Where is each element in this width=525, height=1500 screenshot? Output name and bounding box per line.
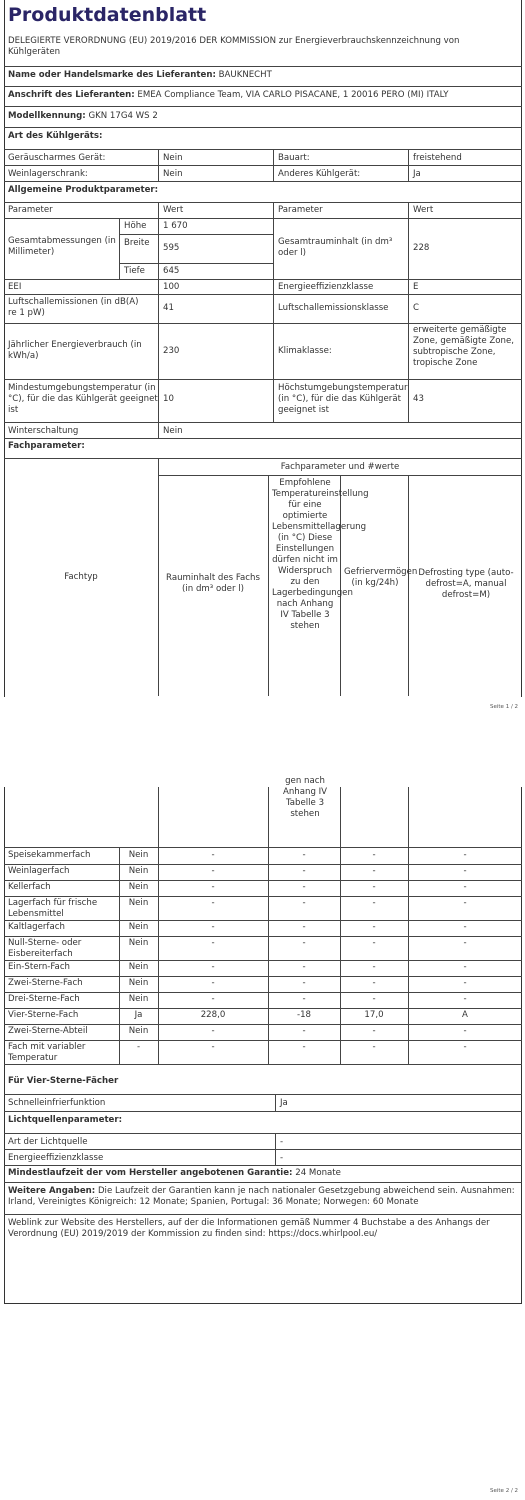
min-temp-label: Mindestumgebungstemperatur (in °C), für die das Kühlgerät geeignet ist [8, 383, 158, 415]
compartment-defrost: - [463, 962, 467, 972]
warranty-value: 24 Monate [295, 1168, 341, 1178]
supplier-address-value: EMEA Compliance Team, VIA CARLO PISACANE, 1 20016 PERO (MI) ITALY [137, 90, 449, 100]
weblink-label: Weblink zur Website des Herstellers, auf der die Informationen gemäß Nummer 4 Buchstabe a des Anhangs der Verordnung (EU) 2019/2019 der Kommission zu finden sind: [8, 1218, 490, 1239]
climate-class-label: Klimaklasse: [278, 346, 332, 356]
model-value: GKN 17G4 WS 2 [88, 111, 158, 121]
compartment-freezing-capacity: - [372, 1042, 376, 1052]
quick-freeze-label: Schnelleinfrierfunktion [8, 1098, 106, 1108]
dimensions-label: Gesamtabmessungen (in Millimeter) [8, 236, 116, 257]
supplier-name-row [8, 70, 272, 81]
compartment-name: Zwei-Sterne-Fach [8, 978, 83, 988]
compartment-name: Drei-Sterne-Fach [8, 994, 80, 1004]
compartment-temp: - [302, 866, 306, 876]
weblink-row [8, 1218, 518, 1240]
compartment-temp: - [302, 978, 306, 988]
col-compartment-type: Fachtyp [64, 572, 98, 582]
compartment-present: Nein [128, 882, 149, 892]
regulation-text: DELEGIERTE VERORDNUNG (EU) 2019/2016 DER KOMMISSION zur Energieverbrauchskennzeichnung von Kühlgeräten [8, 36, 460, 57]
compartment-temp: - [302, 922, 306, 932]
noise-value: 41 [163, 303, 174, 313]
page-2 [0, 752, 525, 1500]
compartment-volume: - [211, 1026, 215, 1036]
total-volume-label: Gesamtrauminhalt (in dm³ oder l) [278, 237, 393, 258]
height-value: 1 670 [163, 221, 188, 231]
compartment-name: Kaltlagerfach [8, 922, 65, 932]
compartment-freezing-capacity: - [372, 978, 376, 988]
compartment-params-heading: Fachparameter: [8, 441, 85, 451]
warranty-label: Mindestlaufzeit der vom Hersteller angebotenen Garantie: [8, 1168, 293, 1178]
compartment-present: Nein [128, 850, 149, 860]
quick-freeze-value: Ja [280, 1098, 288, 1108]
col-defrost-type: Defrosting type (auto-defrost=A, manual defrost=M) [418, 568, 514, 600]
general-col-param-2: Parameter [278, 205, 323, 215]
max-temp-label: Höchstumgebungstemperatur (in °C), für die das Kühlgerät geeignet ist [278, 383, 408, 415]
compartment-defrost: - [463, 850, 467, 860]
general-params-heading: Allgemeine Produktparameter: [8, 185, 159, 195]
compartment-defrost: - [463, 994, 467, 1004]
annual-energy-label: Jährlicher Energieverbrauch (in kWh/a) [8, 340, 142, 361]
general-col-param: Parameter [8, 205, 53, 215]
compartment-temp: - [302, 850, 306, 860]
compartment-volume: - [211, 938, 215, 948]
col-compartment-volume: Rauminhalt des Fachs (in dm³ oder l) [166, 573, 260, 594]
light-type-value: - [280, 1137, 284, 1147]
winter-switch-label: Winterschaltung [8, 426, 79, 436]
compartment-volume: - [211, 1042, 215, 1052]
compartment-temp: -18 [296, 1010, 312, 1020]
compartment-group-header: Fachparameter und #werte [280, 462, 400, 472]
other-appliance-label: Anderes Kühlgerät: [278, 169, 361, 179]
noise-label: Luftschallemissionen (in dB(A) re 1 pW) [8, 297, 139, 318]
compartment-volume: - [211, 978, 215, 988]
compartment-name: Null-Sterne- oder Eisbereiterfach [8, 938, 82, 959]
compartment-freezing-capacity: - [372, 882, 376, 892]
compartment-defrost: - [463, 898, 467, 908]
compartment-defrost: - [463, 1042, 467, 1052]
compartment-volume: - [211, 994, 215, 1004]
compartment-present: Nein [128, 938, 149, 948]
compartment-present: Nein [128, 866, 149, 876]
min-temp-value: 10 [163, 394, 174, 404]
compartment-present: Nein [128, 994, 149, 1004]
compartment-defrost: A [462, 1010, 468, 1020]
compartment-freezing-capacity: 17,0 [364, 1010, 384, 1020]
compartment-freezing-capacity: - [372, 994, 376, 1004]
compartment-defrost: - [463, 866, 467, 876]
supplier-name-label: Name oder Handelsmarke des Lieferanten: [8, 70, 216, 80]
compartment-volume: - [211, 962, 215, 972]
width-label: Breite [124, 238, 150, 248]
compartment-freezing-capacity: - [372, 922, 376, 932]
additional-info-value: Die Laufzeit der Garantien kann je nach nationaler Gesetzgebung abweichend sein. Ausnahmen: Irland, Vereinigtes Königreich: 12 Monate; Spanien, Portugal: 36 Monate; Norwegen: 60 Monate [8, 1186, 515, 1207]
weblink-url[interactable]: https://docs.whirlpool.eu/ [268, 1229, 378, 1239]
page-1-footer: Seite 1 / 2 [490, 704, 519, 710]
compartment-volume: - [211, 866, 215, 876]
compartment-volume: - [211, 922, 215, 932]
compartment-temp: - [302, 994, 306, 1004]
compartment-defrost: - [463, 922, 467, 932]
compartment-freezing-capacity: - [372, 1026, 376, 1036]
winter-switch-value: Nein [163, 426, 183, 436]
compartment-defrost: - [463, 938, 467, 948]
compartment-name: Ein-Stern-Fach [8, 962, 70, 972]
compartment-freezing-capacity: - [372, 938, 376, 948]
warranty-row [8, 1168, 341, 1179]
compartment-name: Lagerfach für frische Lebensmittel [8, 898, 98, 919]
compartment-volume: 228,0 [200, 1010, 226, 1020]
compartment-defrost: - [463, 882, 467, 892]
light-class-label: Energieeffizienzklasse [8, 1153, 104, 1163]
compartment-name: Kellerfach [8, 882, 51, 892]
compartment-name: Fach mit variabler Temperatur [8, 1042, 86, 1063]
general-col-value-2: Wert [413, 205, 434, 215]
compartment-present: Nein [128, 962, 149, 972]
general-col-value: Wert [163, 205, 184, 215]
compartment-name: Speisekammerfach [8, 850, 91, 860]
compartment-volume: - [211, 882, 215, 892]
max-temp-value: 43 [413, 394, 424, 404]
eei-label: EEI [8, 282, 22, 292]
height-label: Höhe [124, 221, 147, 231]
model-row [8, 111, 158, 122]
compartment-present: Nein [128, 922, 149, 932]
compartment-defrost: - [463, 978, 467, 988]
noise-class-value: C [413, 303, 420, 313]
climate-class-value: erweiterte gemäßigte Zone, gemäßigte Zone, subtropische Zone, tropische Zone [413, 325, 514, 368]
energy-class-label: Energieeffizienzklasse [278, 282, 374, 292]
four-star-heading: Für Vier-Sterne-Fächer [8, 1076, 119, 1086]
light-source-heading: Lichtquellenparameter: [8, 1115, 123, 1125]
additional-info [8, 1186, 518, 1208]
low-noise-value: Nein [163, 153, 183, 163]
depth-label: Tiefe [124, 266, 145, 276]
compartment-temp: - [302, 1026, 306, 1036]
page-1 [0, 0, 525, 716]
design-label: Bauart: [278, 153, 310, 163]
supplier-address-label: Anschrift des Lieferanten: [8, 90, 135, 100]
compartment-volume: - [211, 850, 215, 860]
col-temp-continuation: gen nach Anhang IV Tabelle 3 stehen [282, 776, 328, 819]
compartment-temp: - [302, 882, 306, 892]
light-type-label: Art der Lichtquelle [8, 1137, 88, 1147]
low-noise-label: Geräuscharmes Gerät: [8, 153, 106, 163]
col-freezing-capacity: Gefriervermögen (in kg/24h) [344, 567, 418, 588]
energy-class-value: E [413, 282, 419, 292]
compartment-name: Weinlagerfach [8, 866, 70, 876]
compartment-name: Zwei-Sterne-Abteil [8, 1026, 88, 1036]
page-2-footer: Seite 2 / 2 [490, 1488, 519, 1494]
supplier-address-row [8, 90, 449, 101]
total-volume-value: 228 [413, 243, 430, 253]
compartment-temp: - [302, 962, 306, 972]
compartment-freezing-capacity: - [372, 898, 376, 908]
light-class-value: - [280, 1153, 284, 1163]
compartment-present: Nein [128, 898, 149, 908]
annual-energy-value: 230 [163, 346, 180, 356]
compartment-present: - [136, 1042, 141, 1052]
compartment-freezing-capacity: - [372, 850, 376, 860]
eei-value: 100 [163, 282, 180, 292]
compartment-name: Vier-Sterne-Fach [8, 1010, 79, 1020]
compartment-defrost: - [463, 1026, 467, 1036]
design-value: freistehend [413, 153, 462, 163]
other-appliance-value: Ja [413, 169, 421, 179]
col-recommended-temp: Empfohlene Temperatureinstellung für eine optimierte Lebensmittellagerung (in °C) Diese Einstellungen dürfen nicht im Widerspruch zu den Lagerbedingungen nach Anhang IV Tabelle 3 stehen [272, 478, 369, 631]
compartment-present: Ja [134, 1010, 143, 1020]
width-value: 595 [163, 243, 180, 253]
compartment-temp: - [302, 1042, 306, 1052]
compartment-temp: - [302, 898, 306, 908]
noise-class-label: Luftschallemissionsklasse [278, 303, 389, 313]
depth-value: 645 [163, 266, 180, 276]
compartment-freezing-capacity: - [372, 866, 376, 876]
compartment-freezing-capacity: - [372, 962, 376, 972]
compartment-present: Nein [128, 1026, 149, 1036]
page-title: Produktdatenblatt [8, 4, 207, 26]
wine-cabinet-value: Nein [163, 169, 183, 179]
model-label: Modellkennung: [8, 111, 86, 121]
compartment-present: Nein [128, 978, 149, 988]
appliance-type-heading: Art des Kühlgeräts: [8, 131, 103, 141]
compartment-volume: - [211, 898, 215, 908]
additional-info-label: Weitere Angaben: [8, 1186, 96, 1196]
supplier-name-value: BAUKNECHT [218, 70, 272, 80]
compartment-temp: - [302, 938, 306, 948]
wine-cabinet-label: Weinlagerschrank: [8, 169, 88, 179]
